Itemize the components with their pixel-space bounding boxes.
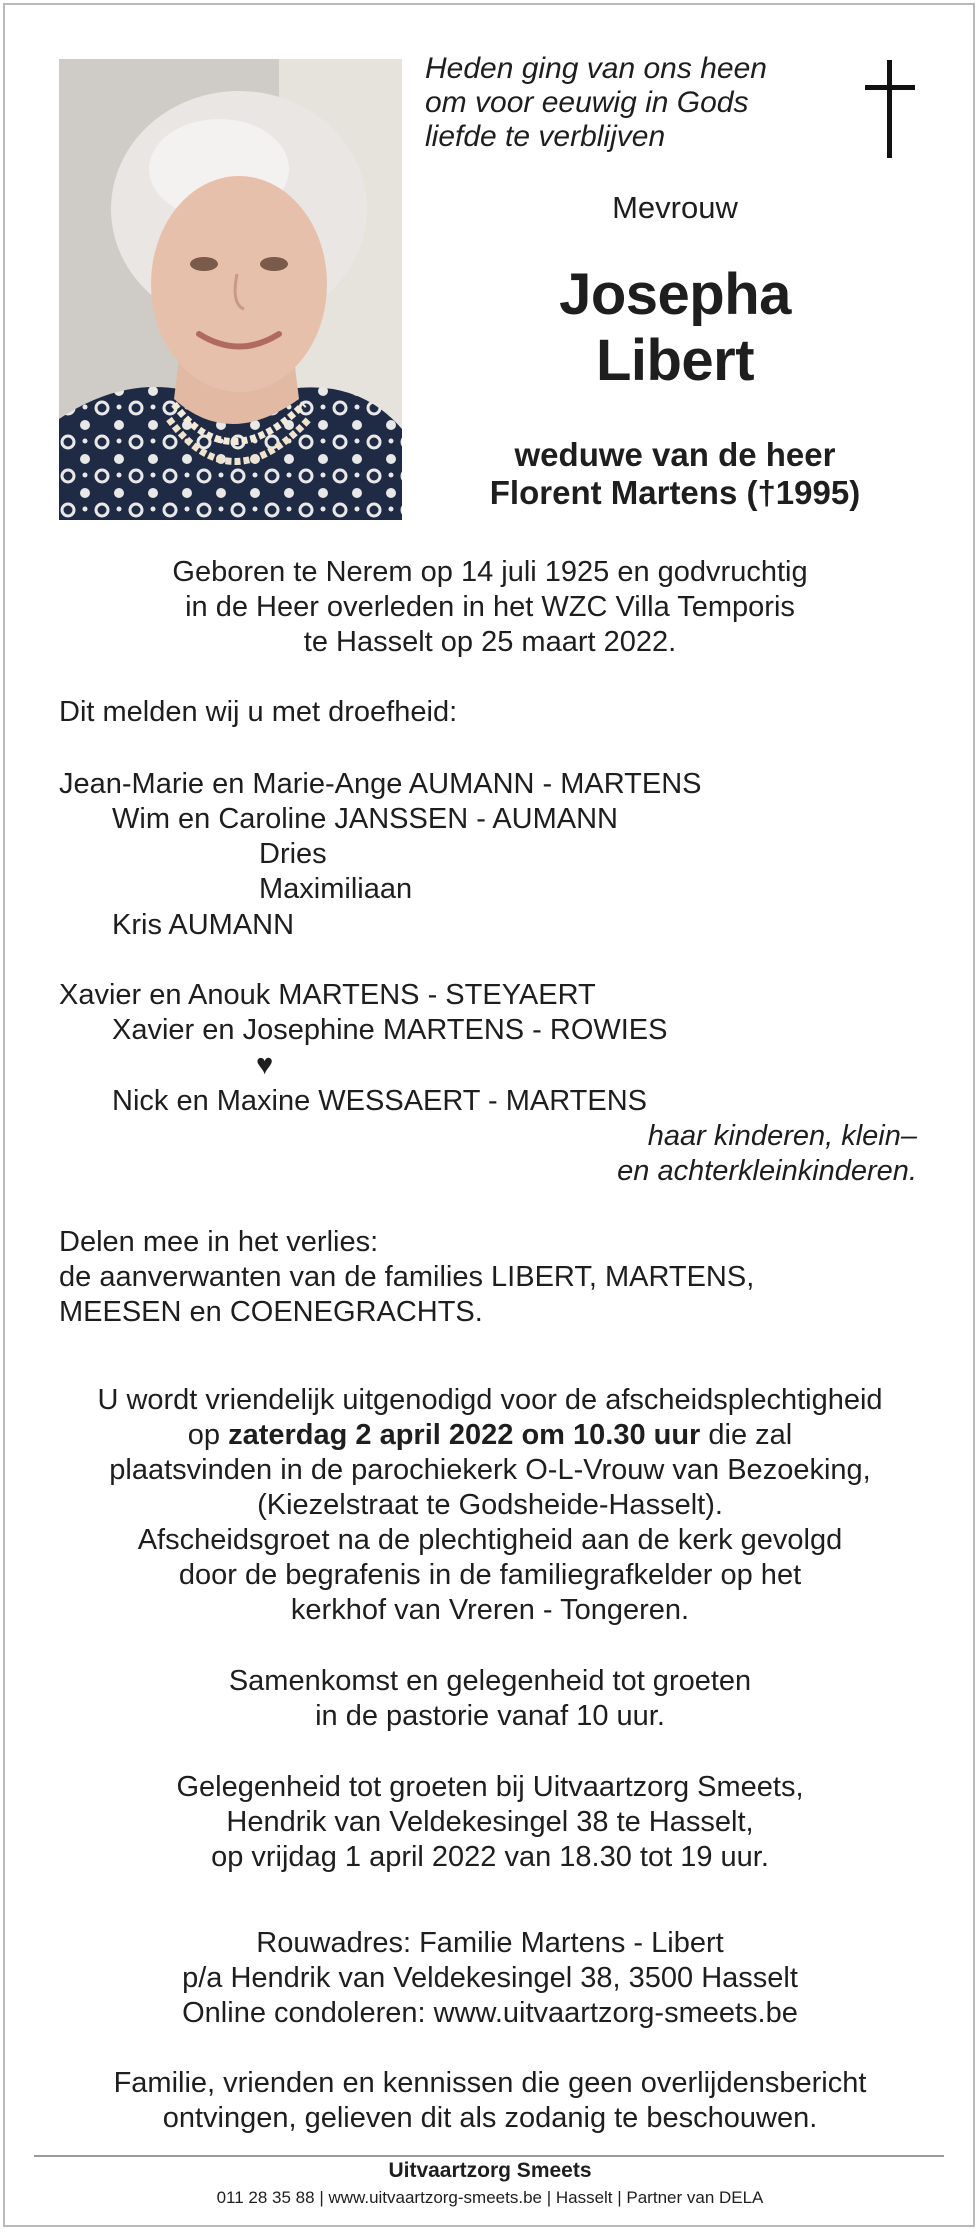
family-parent-2: Xavier en Anouk MARTENS - STEYAERT [59,979,596,1011]
footer-divider [34,2155,944,2157]
family-child: Xavier en Josephine MARTENS - ROWIES [112,1014,668,1046]
footer-info: 011 28 35 88 | www.uitvaartzorg-smeets.be | Hasselt | Partner van DELA [216,2188,764,2207]
first-name: Josepha [559,262,791,327]
family-child: Kris AUMANN [112,909,295,941]
last-name: Libert [595,328,755,393]
signoff [400,1119,917,1189]
intro-line: liefde te verblijven [425,120,666,153]
footer-company: Uitvaartzorg Smeets [388,2159,592,2182]
text-line: U wordt vriendelijk uitgenodigd voor de afscheidsplechtigheid [97,1384,883,1416]
cross-icon [860,60,920,160]
text-line: in de pastorie vanaf 10 uur. [315,1700,665,1732]
text-line: Hendrik van Veldekesingel 38 te Hasselt, [226,1806,754,1838]
family-parent-1: Jean-Marie en Marie-Ange AUMANN - MARTENS [59,768,702,800]
widow-line: weduwe van de heer [514,436,836,473]
text-line: Samenkomst en gelegenheid tot groeten [228,1665,752,1697]
address-text [40,1926,940,2031]
visit-text [40,1770,940,1875]
heart-icon: ♥ [256,1049,274,1081]
widow-line: Florent Martens (†1995) [489,474,861,511]
signoff-line: en achterkleinkinderen. [617,1155,917,1187]
ceremony-date-line [40,1418,940,1453]
ceremony-date: zaterdag 2 april 2022 om 10.30 uur [228,1419,701,1451]
text-line: (Kiezelstraat te Godsheide-Hasselt). [257,1489,723,1521]
signoff-line: haar kinderen, klein– [647,1120,917,1152]
text-line: op vrijdag 1 april 2022 van 18.30 tot 19 uur. [211,1841,769,1873]
share-loss-text [59,1225,754,1330]
intro-line: Heden ging van ons heen [425,52,767,85]
text-line: te Hasselt op 25 maart 2022. [303,626,677,658]
closing-text [40,2066,940,2136]
text-line: door de begrafenis in de familiegrafkelder op het [178,1559,802,1591]
ceremony-text [40,1383,940,1628]
family-child: Nick en Maxine WESSAERT - MARTENS [112,1085,648,1117]
portrait-photo [59,59,402,520]
text-line: Familie, vrienden en kennissen die geen overlijdensbericht [113,2067,867,2099]
birth-death-text [40,555,940,660]
text-line: Geboren te Nerem op 14 juli 1925 en godvruchtig [172,556,808,588]
intro-text [425,52,845,154]
text-line: Delen mee in het verlies: [59,1226,379,1258]
intro-line: om voor eeuwig in Gods [425,86,749,119]
widow-of [405,436,945,512]
text-line: Gelegenheid tot groeten bij Uitvaartzorg Smeets, [176,1771,804,1803]
text-fragment: die zal [700,1419,793,1451]
text-line: ontvingen, gelieven dit als zodanig te beschouwen. [162,2102,818,2134]
text-line: Online condoleren: www.uitvaartzorg-smeets.be [182,1997,798,2029]
text-line: p/a Hendrik van Veldekesingel 38, 3500 Hasselt [182,1962,798,1994]
family-grandchild: Dries [259,838,327,870]
text-line: kerkhof van Vreren - Tongeren. [290,1594,690,1626]
text-line: Rouwadres: Familie Martens - Libert [256,1927,724,1959]
family-grandchild: Maximiliaan [259,873,413,905]
text-line: Afscheidsgroet na de plechtigheid aan de kerk gevolgd [137,1524,843,1556]
text-fragment: op [187,1419,229,1451]
text-line: in de Heer overleden in het WZC Villa Temporis [185,591,795,623]
text-line: MEESEN en COENEGRACHTS. [59,1296,483,1328]
text-line: de aanverwanten van de families LIBERT, MARTENS, [59,1261,755,1293]
family-child: Wim en Caroline JANSSEN - AUMANN [112,803,618,835]
deceased-name [405,262,945,394]
announce-text: Dit melden wij u met droefheid: [59,696,458,728]
gathering-text [40,1664,940,1734]
title: Mevrouw [612,190,738,225]
text-line: plaatsvinden in de parochiekerk O-L-Vrouw van Bezoeking, [109,1454,871,1486]
